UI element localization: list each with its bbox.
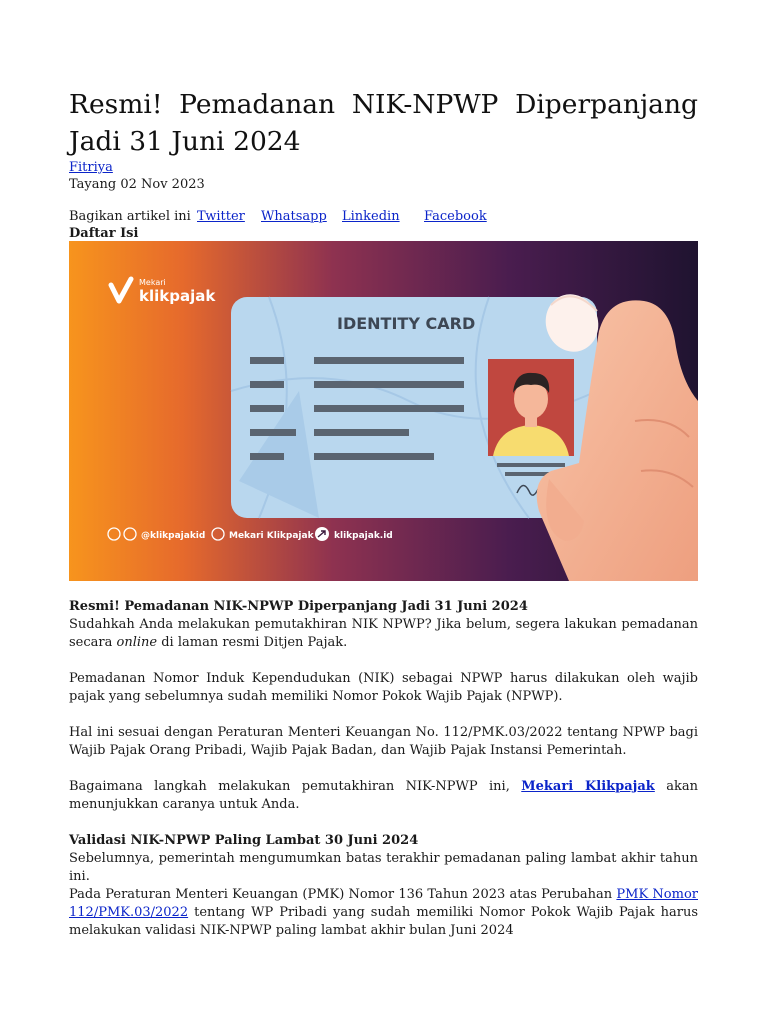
social-company: Mekari Klikpajak [229,531,314,541]
share-twitter-link[interactable]: Twitter [197,209,245,224]
paragraph-3: Hal ini sesuai dengan Peraturan Menteri Keuangan No. 112/PMK.03/2022 tentang NPWP bagi Wajib Pajak Orang Pribadi, Wajib Pajak Badan, dan Wajib Pajak Instansi Pemerintah. [69,725,698,758]
table-of-contents-label: Daftar Isi [69,226,139,241]
article-title: Resmi! Pemadanan NIK-NPWP Diperpanjang Jadi 31 Juni 2024 [69,89,698,157]
card-title: IDENTITY CARD [337,314,476,333]
mekari-klikpajak-link[interactable]: Mekari Klikpajak [521,779,655,794]
paragraph-5: Sebelumnya, pemerintah mengumumkan batas terakhir pemadanan paling lambat akhir tahun ini. [69,851,698,884]
article-body [69,598,698,940]
brand-name-text: klikpajak [139,287,216,305]
paragraph-2: Pemadanan Nomor Induk Kependudukan (NIK) sebagai NPWP harus dilakukan oleh wajib pajak yang sebelumnya sudah memiliki Nomor Pokok Wajib Pajak (NPWP). [69,671,698,704]
paragraph-4: Bagaimana langkah melakukan pemutakhiran NIK-NPWP ini, Mekari Klikpajak akan menunjukkan caranya untuk Anda. [69,779,698,812]
share-linkedin-link[interactable]: Linkedin [342,209,400,224]
brand-small-text: Mekari [139,278,166,287]
paragraph-6: Pada Peraturan Menteri Keuangan (PMK) Nomor 136 Tahun 2023 atas Perubahan PMK Nomor 112/PMK.03/2022 tentang WP Pribadi yang sudah memiliki Nomor Pokok Wajib Pajak harus melakukan validasi NIK-NPWP paling lambat akhir bulan Juni 2024 [69,887,698,938]
hero-image [69,241,698,581]
publish-date: Tayang 02 Nov 2023 [69,177,205,192]
pmk-regulation-link[interactable]: PMK Nomor 112/PMK.03/2022 [69,887,698,920]
share-whatsapp-link[interactable]: Whatsapp [261,209,327,224]
author-link[interactable]: Fitriya [69,160,113,175]
social-site: klikpajak.id [334,531,393,541]
share-facebook-link[interactable]: Facebook [424,209,487,224]
section-heading: Validasi NIK-NPWP Paling Lambat 30 Juni 2024 [69,833,419,848]
paragraph-1: Sudahkah Anda melakukan pemutakhiran NIK NPWP? Jika belum, segera lakukan pemadanan secara online di laman resmi Ditjen Pajak. [69,617,698,650]
social-handle: @klikpajakid [141,531,206,541]
share-label: Bagikan artikel ini [69,209,191,224]
author-line [69,159,698,177]
body-heading: Resmi! Pemadanan NIK-NPWP Diperpanjang Jadi 31 Juni 2024 [69,599,528,614]
